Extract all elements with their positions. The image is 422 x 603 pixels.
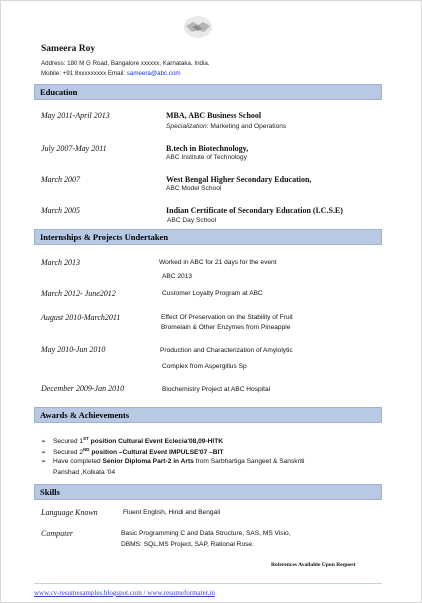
intern-date: March 2013 bbox=[41, 258, 81, 267]
award-sup: ND bbox=[83, 447, 90, 452]
award-bold: Senior Diploma Part-2 in Arts bbox=[102, 458, 194, 465]
award-text: Secured 1 bbox=[53, 438, 84, 446]
arrow-bullet-icon: ➢ bbox=[41, 450, 47, 457]
edu-date: March 2007 bbox=[41, 175, 81, 184]
computer-value: Basic Programming C and Data Structure, SAS, MS Visio, bbox=[121, 530, 291, 537]
internships-header bbox=[34, 229, 382, 245]
intern-date: August 2010-March2011 bbox=[41, 313, 121, 322]
edu-degree: MBA, ABC Business School bbox=[166, 111, 262, 120]
award-bold: position –Cultural Event IMPULSE'07 –BIT bbox=[89, 449, 224, 457]
award-text: Have completed bbox=[53, 458, 103, 465]
award-text: Secured 2 bbox=[53, 449, 84, 457]
footer-link[interactable]: www.cv-resumesamples.blogspot.com / www.resumeformater.in bbox=[34, 589, 215, 597]
arrow-bullet-icon: ➢ bbox=[41, 439, 47, 446]
award-continuation: Parishad ,Kolkata '04 bbox=[53, 469, 116, 476]
intern-date: March 2012- June2012 bbox=[41, 289, 116, 298]
section-title: Internships & Projects Undertaken bbox=[40, 232, 169, 242]
intern-date: December 2009-Jan 2010 bbox=[41, 384, 125, 393]
award-item bbox=[41, 436, 223, 445]
edu-date: July 2007-May 2011 bbox=[41, 144, 107, 153]
intern-desc: Biochemistry Project at ABC Hospital bbox=[162, 386, 271, 393]
references-note: References Available Upon Request bbox=[271, 562, 356, 568]
spec-label: Specialization: bbox=[166, 123, 209, 130]
intern-desc: Complex from Aspergillus Sp bbox=[162, 363, 247, 370]
contact-line bbox=[41, 70, 181, 77]
edu-degree: Indian Certificate of Secondary Education (I.C.S.E) bbox=[166, 206, 343, 215]
intern-desc: Effect Of Preservation on the Stability of Fruit bbox=[161, 314, 293, 321]
mobile-text: Mobile: +91 8xxxxxxxxx Email: bbox=[41, 70, 127, 77]
award-item bbox=[41, 447, 223, 456]
education-header bbox=[34, 84, 382, 100]
edu-degree: B.tech in Biotechnology, bbox=[166, 144, 249, 153]
intern-desc: Bromelain & Other Enzymes from Pineapple bbox=[161, 324, 291, 331]
award-bold: position Cultural Event Eclecia'08,09-HITK bbox=[88, 438, 224, 446]
section-title: Education bbox=[40, 87, 78, 97]
award-text: from Sarbhartiga Sangeet & Sanskriti bbox=[193, 458, 305, 465]
edu-date: May 2011-April 2013 bbox=[41, 111, 110, 120]
computer-value: DBMS: SQL,MS Project, SAP, Rational Rose. bbox=[121, 541, 254, 548]
section-title: Awards & Achievements bbox=[40, 410, 130, 420]
edu-degree: West Bengal Higher Secondary Education, bbox=[166, 175, 312, 184]
intern-desc: Customer Loyalty Program at ABC bbox=[162, 290, 263, 297]
intern-desc: Production and Characterization of Amylolytic bbox=[160, 347, 293, 354]
edu-date: March 2005 bbox=[41, 206, 81, 215]
email-link[interactable]: sameera@abc.com bbox=[126, 70, 181, 77]
footer-divider bbox=[34, 583, 382, 584]
spec-value: Marketing and Operations bbox=[208, 123, 287, 130]
language-label: Language Known bbox=[41, 508, 98, 517]
computer-label: Computer bbox=[41, 529, 73, 538]
arrow-bullet-icon: ➢ bbox=[41, 459, 47, 465]
language-value: Fluent English, Hindi and Bengali bbox=[123, 509, 221, 516]
candidate-name: Sameera Roy bbox=[41, 44, 96, 54]
handshake-icon bbox=[183, 14, 213, 40]
award-item bbox=[41, 458, 305, 465]
intern-desc: Worked in ABC for 21 days for the event bbox=[159, 259, 277, 266]
edu-school: ABC Model School bbox=[166, 185, 222, 192]
awards-header bbox=[34, 407, 382, 423]
section-title: Skills bbox=[40, 487, 60, 497]
intern-desc: ABC 2013 bbox=[162, 273, 193, 280]
skills-header bbox=[34, 484, 382, 500]
award-sup: ST bbox=[83, 436, 89, 441]
edu-school: ABC Day School bbox=[167, 217, 217, 224]
intern-date: May 2010-Jun 2010 bbox=[41, 345, 106, 354]
edu-specialization bbox=[166, 123, 286, 130]
address-line: Address: 180 M G Road, Bangalore xxxxxx, Karnataka, India. bbox=[41, 60, 210, 67]
edu-school: ABC Institute of Technology bbox=[166, 154, 247, 161]
